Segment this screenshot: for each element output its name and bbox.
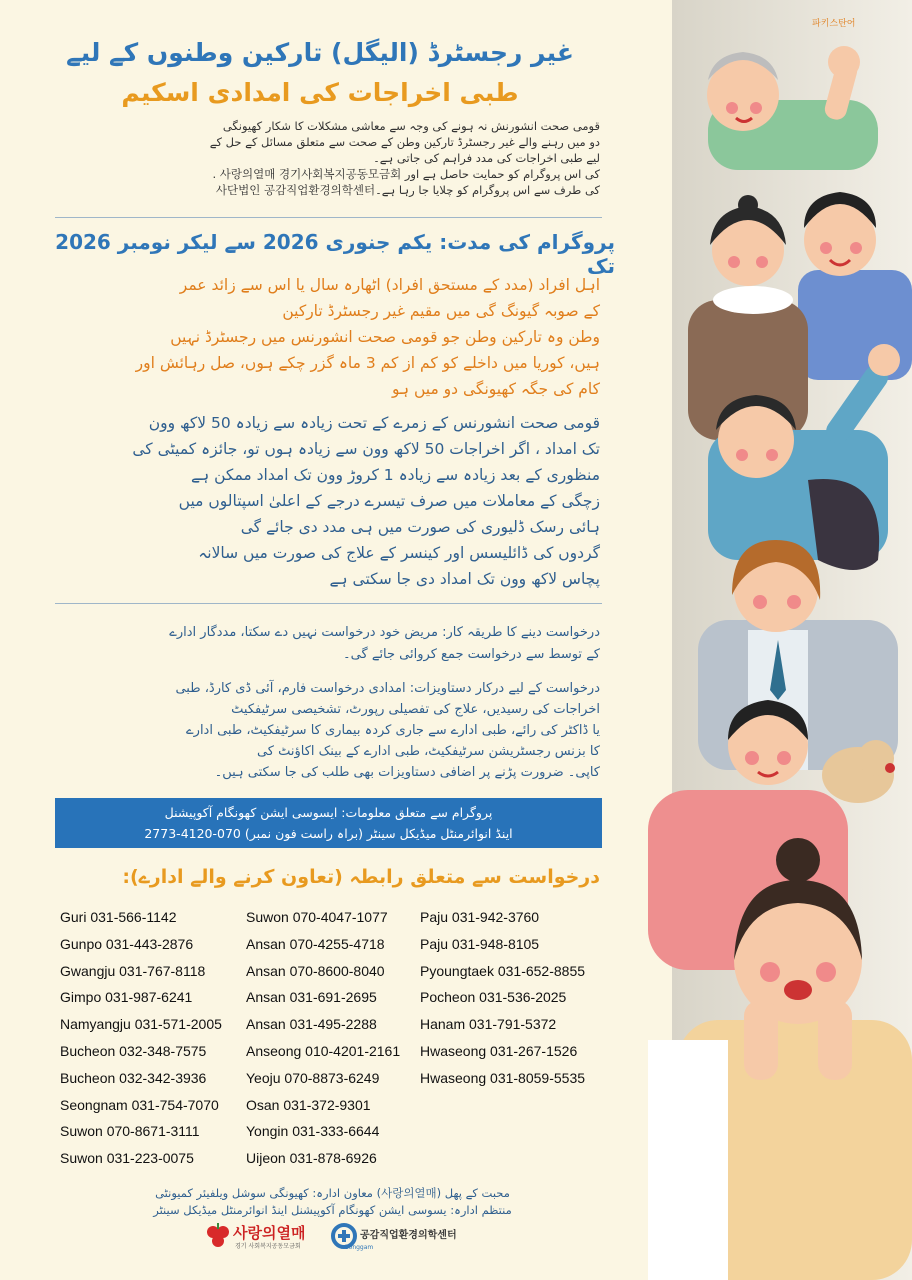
contact-entry: Hanam 031-791-5372 (420, 1016, 557, 1033)
divider (55, 217, 602, 218)
benefit-line: قومی صحت انشورنس کے زمرے کے تحت زیادہ سے زیادہ 50 لاکھ وون (148, 414, 600, 432)
contact-entry: Paju 031-942-3760 (420, 909, 540, 925)
contact-entry: Hwaseong 031-267-1526 (420, 1042, 578, 1059)
gonggam-logo-text: 공감직업환경의학센터 (360, 1230, 457, 1241)
contact-entry: Bucheon 032-348-7575 (60, 1042, 207, 1059)
contact-entry: Guri 031-566-1142 (60, 909, 177, 925)
contact-entry: Gimpo 031-987-6241 (60, 989, 193, 1006)
docs-line: کا بزنس رجسٹریشن سرٹیفکیٹ، طبی ادارے کے بینک اکاؤنٹ کی (256, 744, 600, 759)
docs-line: یا ڈاکٹر کی رائے، طبی ادارے سے جاری کردہ بیماری کا سرٹیفکیٹ، طبی ادارے (186, 723, 600, 738)
contact-entry: Ansan 070-4255-4718 (246, 935, 385, 952)
docs-line: درخواست کے لیے درکار دستاویزات: امدادی درخواست فارم، آئی ڈی کارڈ، طبی (175, 681, 600, 696)
contact-entry: Bucheon 032-342-3936 (60, 1069, 207, 1086)
gonggam-logo (330, 1222, 480, 1252)
contact-entry: Pocheon 031-536-2025 (420, 989, 567, 1006)
benefit-line: تک امداد ، اگر اخراجات 50 لاکھ وون سے زیادہ ہوں تو، جائزہ کمیٹی کی (132, 440, 600, 458)
title-line-1: غیر رجسٹرڈ (الیگل) تارکین وطنوں کے لیے (66, 38, 574, 67)
howto-line: درخواست دینے کا طریقہ کار: مریض خود درخواست نہیں دے سکتا، مددگار ادارے (169, 625, 600, 640)
fruit-logo-icon (205, 1222, 231, 1250)
contact-entry: Ansan 031-691-2695 (246, 989, 377, 1006)
eligibility-line: ہیں، کوریا میں داخلے کو کم از کم 3 ماہ گزر چکے ہوں، صل رہائش اور (135, 354, 600, 372)
program-info-box (55, 798, 602, 848)
contact-entry: Uijeon 031-878-6926 (246, 1150, 377, 1167)
contact-entry: Osan 031-372-9301 (246, 1096, 371, 1113)
contact-entry: Suwon 070-4047-1077 (246, 909, 388, 925)
eligibility-line: کام کی جگہ کھیونگی دو میں ہو (391, 380, 600, 398)
info-line: پروگرام سے متعلق معلومات: ایسوسی ایشن کھونگام آکوپیشنل (164, 805, 493, 820)
intro-line: کی اس پروگرام کو حمایت حاصل ہے اور 사랑의열매 경기사회복지공동모금회 . (212, 167, 600, 181)
intro-paragraph (55, 118, 600, 198)
howto-line: کے توسط سے درخواست جمع کروائی جائے گی۔ (343, 647, 600, 662)
contact-entry: Suwon 070-8671-3111 (60, 1123, 200, 1140)
contact-entry: Seongnam 031-754-7070 (60, 1096, 219, 1113)
contacts-column-3 (420, 904, 585, 1092)
docs-line: اخراجات کی رسیدیں، علاج کی تفصیلی رپورٹ، تشخیصی سرٹیفکیٹ (231, 702, 600, 717)
contact-entry: Ansan 031-495-2288 (246, 1016, 377, 1033)
intro-line: لیے طبی اخراجات کی مدد فراہم کی جاتی ہے۔ (373, 151, 600, 165)
sarang-logo-subtext: 경기 사회복지공동모금회 (235, 1243, 301, 1250)
benefit-line: پچاس لاکھ وون تک امداد دی جا سکتی ہے (329, 570, 600, 588)
intro-line: قومی صحت انشورنش نہ ہونے کی وجہ سے معاشی مشکلات کا شکار کھیونگی (222, 119, 600, 133)
benefit-line: گردوں کی ڈائلیسس اور کینسر کے علاج کی صورت میں سالانہ (198, 544, 600, 562)
contacts-column-1 (60, 904, 222, 1172)
contact-entry: Namyangju 031-571-2005 (60, 1016, 222, 1033)
contact-heading: درخواست سے متعلق رابطہ (تعاون کرنے والے ادارے): (122, 866, 600, 888)
benefit-line: زچگی کے معاملات میں صرف تیسرے درجے کے اعلیٰ اسپتالوں میں (178, 492, 600, 510)
sarang-logo-text: 사랑의열매 (233, 1224, 306, 1242)
contact-entry: Anseong 010-4201-2161 (246, 1042, 401, 1059)
contact-entry: Ansan 070-8600-8040 (246, 962, 385, 979)
contact-entry: Yongin 031-333-6644 (246, 1123, 380, 1140)
benefit-line: منظوری کے بعد زیادہ سے زیادہ 1 کروڑ وون تک امداد ممکن ہے (191, 466, 600, 484)
intro-line: دو میں رہنے والے غیر رجسٹرڈ تارکین وطن کے صحت سے متعلق مسائل کے حل کے (209, 135, 600, 149)
contact-entry: Yeoju 070-8873-6249 (246, 1069, 380, 1086)
docs-line: کاپی۔ ضرورت پڑنے پر اضافی دستاویزات بھی طلب کی جا سکتی ہیں۔ (214, 765, 600, 780)
benefits-section (55, 410, 600, 592)
sarang-logo (205, 1222, 325, 1252)
benefit-line: ہائی رسک ڈلیوری کی صورت میں ہی مدد دی جائے گی (240, 518, 600, 536)
required-documents (55, 678, 600, 783)
people-illustration (648, 0, 912, 1280)
divider (55, 603, 602, 604)
application-method (55, 622, 600, 666)
contact-entry: Hwaseong 031-8059-5535 (420, 1069, 586, 1086)
eligibility-line: اہل افراد (مدد کے مستحق افراد) اٹھارہ سال یا اس سے زائد عمر (179, 276, 600, 294)
contact-entry: Gunpo 031-443-2876 (60, 935, 194, 952)
eligibility-line: کے صوبہ گیونگ گی میں مقیم غیر رجسٹرڈ تارکین (282, 302, 600, 320)
gonggam-logo-subtext: Gonggam (344, 1244, 374, 1251)
footer-organizer: منتظم ادارہ: یسوسی ایشن کھونگام آکوپیشنل اینڈ انوائرمنٹل میڈیکل سینٹر (153, 1203, 512, 1217)
eligibility-section (55, 272, 600, 402)
contact-entry: Suwon 031-223-0075 (60, 1150, 194, 1167)
program-duration: پروگرام کی مدت: یکم جنوری 2026 سے لیکر نومبر 2026 تک (55, 230, 615, 278)
title-line-2: طبی اخراجات کی امدادی اسکیم (121, 78, 519, 107)
contact-entry: Pyoungtaek 031-652-8855 (420, 962, 586, 979)
contact-entry: Paju 031-948-8105 (420, 935, 540, 952)
contact-entry: Gwangju 031-767-8118 (60, 962, 206, 979)
footer-sponsor: محبت کے پھل (사랑의열매) معاون ادارہ: کھیونگی سوشل ویلفیئر کمیونٹی (155, 1186, 510, 1200)
language-tag: 파키스탄어 (812, 19, 856, 29)
contacts-column-2 (246, 904, 400, 1172)
intro-line: کی طرف سے اس پروگرام کو چلایا جا رہا ہے۔사단법인 공감직업환경의학센터 (215, 183, 600, 197)
eligibility-line: وطن وہ تارکین وطن جو قومی صحت انشورنس میں رجسٹرڈ نہیں (170, 328, 600, 346)
info-line: اینڈ انوائرمنٹل میڈیکل سینٹر (براہ راست فون نمبر) 070-4120-2773 (144, 826, 513, 841)
